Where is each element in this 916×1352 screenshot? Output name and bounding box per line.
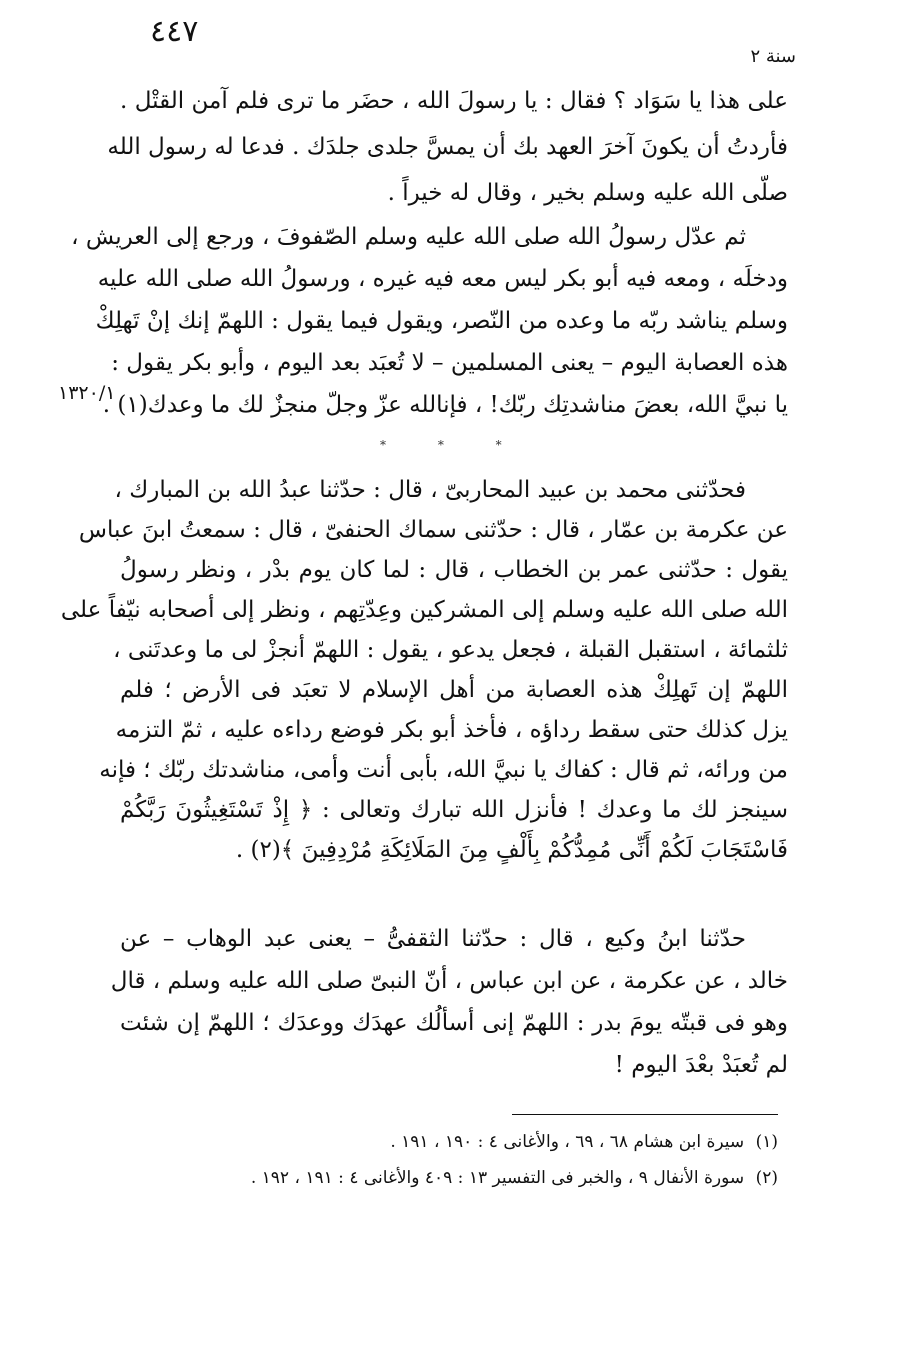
quran-verse-line: فَاسْتَجَابَ لَكُمْ أَنِّى مُمِدُّكُمْ بِأَلْفٍ مِنَ المَلَائِكَةِ مُرْدِفِينَ ﴾(٢) .: [235, 837, 788, 863]
footnote-2: [250, 1160, 778, 1196]
paragraph-1: [107, 78, 788, 216]
text-line: على هذا يا سَوَاد ؟ فقال : يا رسولَ الله ، حضَر ما ترى فلم آمن القتْل .: [120, 88, 788, 114]
footnote-text: سورة الأنفال ٩ ، والخبر فى التفسير ١٣ : ٤٠٩ والأغانى ٤ : ١٩١ ، ١٩٢ .: [250, 1168, 745, 1188]
footnote-separator: [512, 1114, 778, 1115]
text-line: خالد ، عن عكرمة ، عن ابن عباس ، أنّ النبىّ صلى الله عليه وسلم ، قال: [110, 968, 788, 994]
text-line: يقول : حدّثنى عمر بن الخطاب ، قال : لما كان يوم بدْر ، ونظر رسولُ: [120, 557, 788, 583]
text-line: حدّثنا ابنُ وكيع ، قال : حدّثنا الثقفىُّ – يعنى عبد الوهاب – عن: [120, 926, 746, 952]
paragraph-3: [60, 470, 788, 870]
text-line: ثلثمائة ، استقبل القبلة ، فجعل يدعو ، يقول : اللهمّ أنجزْ لى ما وعدتَنى ،: [113, 637, 788, 663]
text-line: الله صلى الله عليه وسلم إلى المشركين وعِدّتِهم ، ونظر إلى أصحابه نيّفاً على: [60, 597, 788, 623]
text-line: يا نبيَّ الله، بعضَ مناشدتِك ربّك! ، فإنالله عزّ وجلّ منجزٌ لك ما وعدك(١) .: [102, 392, 788, 418]
text-line: ودخلَه ، ومعه فيه أبو بكر ليس معه فيه غيره ، ورسولُ الله صلى الله عليه: [97, 266, 788, 292]
text-line: عن عكرمة بن عمّار ، قال : حدّثنى سماك الحنفىّ ، قال : سمعتُ ابنَ عباس: [78, 517, 788, 543]
text-line: سينجز لك ما وعدك ! فأنزل الله تبارك وتعالى : ﴿ إِذْ تَسْتَغِيثُونَ رَبَّكُمْ: [120, 797, 788, 823]
margin-reference: ١٣٢٠/١: [58, 382, 116, 404]
text-line: ثم عدّل رسولُ الله صلى الله عليه وسلم الصّفوفَ ، ورجع إلى العريش ،: [71, 224, 746, 250]
text-line: فحدّثنى محمد بن عبيد المحاربىّ ، قال : حدّثنا عبدُ الله بن المبارك ،: [114, 477, 746, 503]
paragraph-4: [110, 918, 788, 1086]
text-line: صلّى الله عليه وسلم بخير ، وقال له خيراً .: [387, 180, 788, 206]
running-header-year: سنة ٢: [750, 46, 796, 67]
text-line: من ورائه، ثم قال : كفاك يا نبيَّ الله، بأبى أنت وأمى، مناشدتك ربّك ؛ فإنه: [99, 757, 788, 783]
footnotes: [250, 1124, 778, 1196]
text-line: لم تُعبَدْ بعْدَ اليوم !: [614, 1052, 788, 1078]
text-line: وهو فى قبتّه يومَ بدر : اللهمّ إنى أسألُك عهدَك ووعدَك ؛ اللهمّ إن شئت: [120, 1010, 788, 1036]
text-line: يزل كذلك حتى سقط رداؤه ، فأخذ أبو بكر فوضع رداءه عليه ، ثمّ التزمه: [115, 717, 788, 743]
footnote-marker: (١): [755, 1132, 778, 1152]
section-divider-ornament: * * *: [380, 438, 526, 452]
footnote-marker: (٢): [755, 1168, 778, 1188]
footnote-1: [270, 1124, 778, 1160]
text-line: اللهمّ إن تَهلِكْ هذه العصابة من أهل الإسلام لا تعبَد فى الأرض ؛ فلم: [120, 677, 788, 703]
text-line: هذه العصابة اليوم – يعنى المسلمين – لا تُعبَد بعد اليوم ، وأبو بكر يقول :: [111, 350, 788, 376]
page-number: ٤٤٧: [150, 14, 199, 49]
text-line: فأردتُ أن يكونَ آخرَ العهد بك أن يمسَّ جلدى جلدَك . فدعا له رسول الله: [107, 134, 788, 160]
footnote-text: سيرة ابن هشام ٦٨ ، ٦٩ ، والأغانى ٤ : ١٩٠ ، ١٩١ .: [390, 1132, 745, 1152]
text-line: وسلم يناشد ربّه ما وعده من النّصر، ويقول فيما يقول : اللهمّ إنك إنْ تَهلِكْ: [95, 308, 788, 334]
